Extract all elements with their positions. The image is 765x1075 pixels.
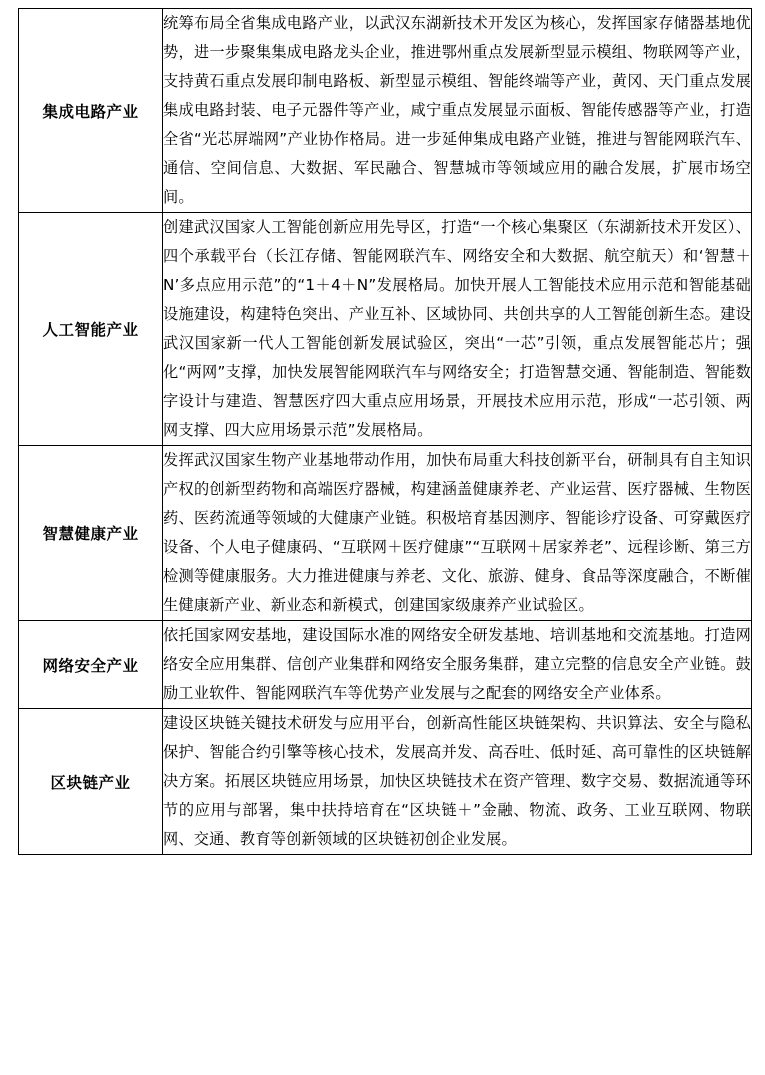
industry-name-cell: 区块链产业 xyxy=(19,709,163,855)
industry-description-text: 发挥武汉国家生物产业基地带动作用，加快布局重大科技创新平台，研制具有自主知识产权的创新型药物和高端医疗器械，构建涵盖健康养老、产业运营、医疗器械、生物医药、医药流通等领域的大健康产业链。积极培育基因测序、智能诊疗设备、可穿戴医疗设备、个人电子健康码、“互联网＋医疗健康”“互联网＋居家养老”、远程诊断、第三方检测等健康服务。大力推进健康与养老、文化、旅游、健身、食品等深度融合，不断催生健康新产业、新业态和新模式，创建国家级康养产业试验区。 xyxy=(163,451,751,614)
industry-description-text: 创建武汉国家人工智能创新应用先导区，打造“一个核心集聚区（东湖新技术开发区）、四个承载平台（长江存储、智能网联汽车、网络安全和大数据、航空航天）和‘智慧＋N’多点应用示范”的“1＋4＋N”发展格局。加快开展人工智能技术应用示范和智能基础设施建设，构建特色突出、产业互补、区域协同、共创共享的人工智能创新生态。建设武汉国家新一代人工智能创新发展试验区，突出“一芯”引领，重点发展智能芯片；强化“两网”支撑，加快发展智能网联汽车与网络安全；打造智慧交通、智能制造、智能数字设计与建造、智慧医疗四大重点应用场景，开展技术应用示范，形成“一芯引领、两网支撑、四大应用场景示范”发展格局。 xyxy=(163,218,751,439)
industry-name-cell: 集成电路产业 xyxy=(19,9,163,213)
industry-description-text: 建设区块链关键技术研发与应用平台，创新高性能区块链架构、共识算法、安全与隐私保护、智能合约引擎等核心技术，发展高并发、高吞吐、低时延、高可靠性的区块链解决方案。拓展区块链应用场景，加快区块链技术在资产管理、数字交易、数据流通等环节的应用与部署，集中扶持培育在“区块链＋”金融、物流、政务、工业互联网、物联网、交通、教育等创新领域的区块链初创企业发展。 xyxy=(163,714,751,848)
industry-description-cell xyxy=(163,9,752,213)
table-body xyxy=(19,9,752,855)
industry-description-cell xyxy=(163,213,752,446)
industry-name-cell: 人工智能产业 xyxy=(19,213,163,446)
industry-description-cell xyxy=(163,709,752,855)
table-row xyxy=(19,213,752,446)
industry-table xyxy=(18,8,752,855)
industry-description-cell xyxy=(163,446,752,621)
industry-description-text: 统筹布局全省集成电路产业，以武汉东湖新技术开发区为核心，发挥国家存储器基地优势，进一步聚集集成电路龙头企业，推进鄂州重点发展新型显示模组、物联网等产业，支持黄石重点发展印制电路板、新型显示模组、智能终端等产业，黄冈、天门重点发展集成电路封装、电子元器件等产业，咸宁重点发展显示面板、智能传感器等产业，打造全省“光芯屏端网”产业协作格局。进一步延伸集成电路产业链，推进与智能网联汽车、通信、空间信息、大数据、军民融合、智慧城市等领域应用的融合发展，扩展市场空间。 xyxy=(163,14,751,206)
table-row xyxy=(19,446,752,621)
industry-name-cell: 智慧健康产业 xyxy=(19,446,163,621)
table-row xyxy=(19,621,752,709)
industry-description-text: 依托国家网安基地，建设国际水准的网络安全研发基地、培训基地和交流基地。打造网络安全应用集群、信创产业集群和网络安全服务集群，建立完整的信息安全产业链。鼓励工业软件、智能网联汽车等优势产业发展与之配套的网络安全产业体系。 xyxy=(163,626,751,702)
table-row xyxy=(19,9,752,213)
table-row xyxy=(19,709,752,855)
industry-description-cell xyxy=(163,621,752,709)
industry-name-cell: 网络安全产业 xyxy=(19,621,163,709)
